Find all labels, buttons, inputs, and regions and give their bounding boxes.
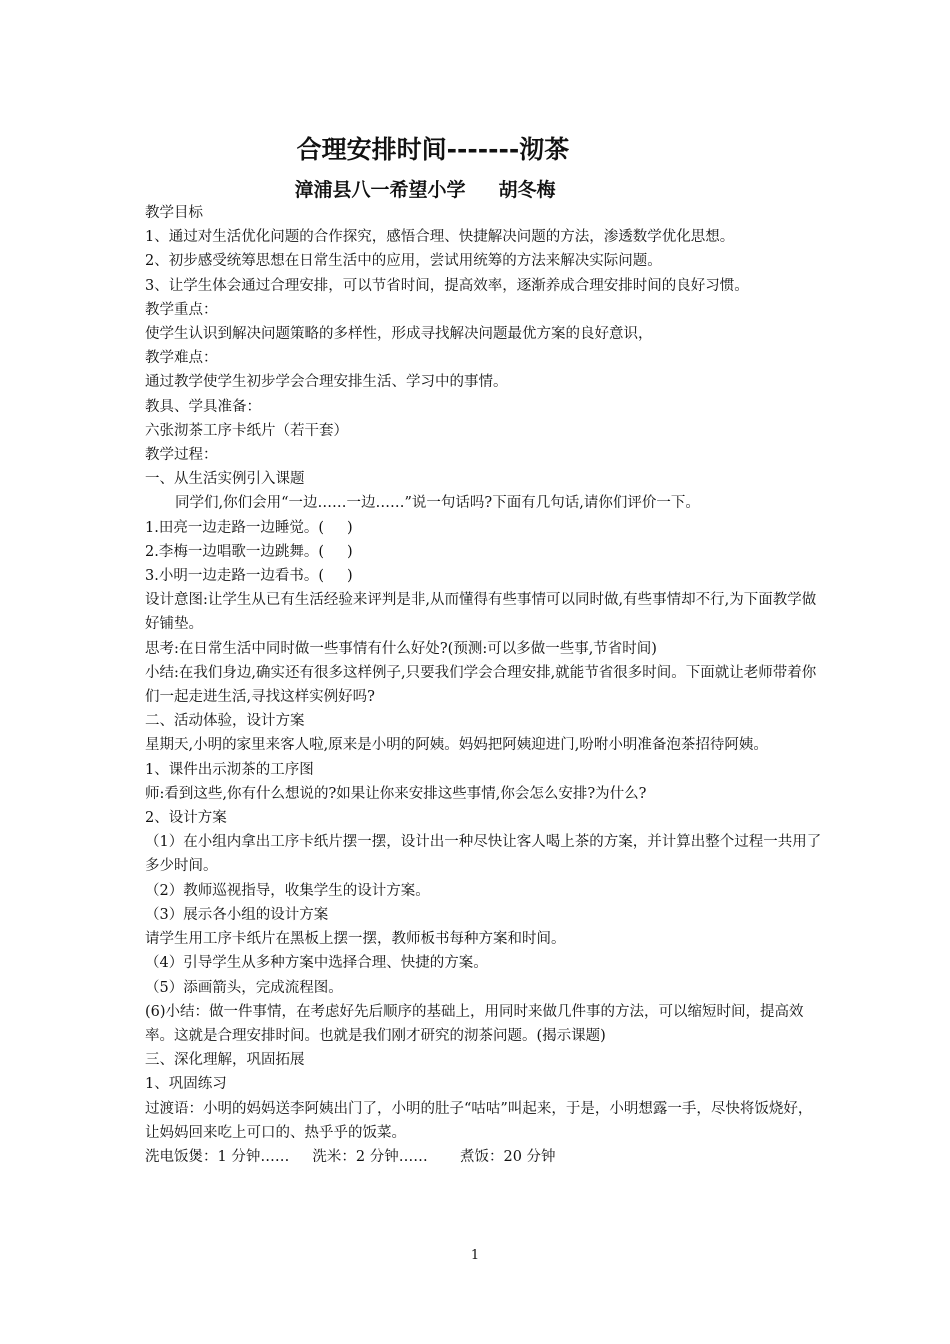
- difficulties-text: 通过教学使学生初步学会合理安排生活、学习中的事情。: [145, 374, 508, 391]
- step-2-heading: 2、设计方案: [145, 810, 227, 827]
- part-3-heading: 三、深化理解，巩固拓展: [145, 1052, 305, 1069]
- design-step-3: （3）展示各小组的设计方案: [145, 906, 329, 923]
- section-heading-materials: 教具、学具准备：: [145, 398, 261, 415]
- part-2-heading: 二、活动体验，设计方案: [145, 713, 305, 730]
- sentence-3: 3.小明一边走路一边看书。( ): [145, 568, 353, 585]
- document-body: [145, 201, 823, 1169]
- key-points-text: 使学生认识到解决问题策略的多样性，形成寻找解决问题最优方案的良好意识，: [145, 326, 653, 343]
- sentence-1: 1.田亮一边走路一边睡觉。( ): [145, 519, 353, 536]
- transition-text: 过渡语：小明的妈妈送李阿姨出门了，小明的肚子“咕咕”叫起来，于是，小明想露一手，尽快将饭烧好，让妈妈回来吃上可口的、热乎乎的饭菜。: [145, 1100, 813, 1141]
- design-step-3-detail: 请学生用工序卡纸片在黑板上摆一摆，教师板书每种方案和时间。: [145, 931, 566, 948]
- document-title: 合理安排时间-------沏茶: [296, 135, 570, 164]
- objective-1: 1、通过对生活优化问题的合作探究，感悟合理、快捷解决问题的方法，渗透数学优化思想。: [145, 229, 735, 246]
- sentence-2: 2.李梅一边唱歌一边跳舞。( ): [145, 543, 353, 560]
- part-1-heading: 一、从生活实例引入课题: [145, 471, 305, 488]
- part-2-story: 星期天,小明的家里来客人啦,原来是小明的阿姨。妈妈把阿姨迎进门,吩咐小明准备泡茶招待阿姨。: [145, 737, 768, 754]
- step-1-heading: 1、课件出示沏茶的工序图: [145, 761, 314, 778]
- design-intent: 设计意图:让学生从已有生活经验来评判是非,从而懂得有些事情可以同时做,有些事情却不行,为下面教学做好铺垫。: [145, 592, 817, 633]
- objective-3: 3、让学生体会通过合理安排，可以节省时间，提高效率，逐渐养成合理安排时间的良好习惯。: [145, 277, 749, 294]
- design-step-1: （1）在小组内拿出工序卡纸片摆一摆，设计出一种尽快让客人喝上茶的方案，并计算出整个过程一共用了多少时间。: [145, 834, 822, 875]
- section-heading-objectives: 教学目标: [145, 205, 203, 221]
- design-step-2: （2）教师巡视指导，收集学生的设计方案。: [145, 882, 430, 899]
- cooking-steps: 洗电饭煲：1 分钟…… 洗米：2 分钟…… 煮饭：20 分钟: [145, 1148, 556, 1165]
- summary-1: 小结:在我们身边,确实还有很多这样例子,只要我们学会合理安排,就能节省很多时间。下面就让老师带着你们一起走进生活,寻找这样实例好吗?: [145, 664, 817, 706]
- think-question: 思考:在日常生活中同时做一些事情有什么好处?(预测:可以多做一些事,节省时间): [145, 640, 657, 657]
- section-heading-process: 教学过程：: [145, 447, 218, 464]
- objective-2: 2、初步感受统筹思想在日常生活中的应用，尝试用统筹的方法来解决实际问题。: [145, 253, 662, 270]
- design-step-4: （4）引导学生从多种方案中选择合理、快捷的方案。: [145, 955, 488, 972]
- teacher-question: 师:看到这些,你有什么想说的?如果让你来安排这些事情,你会怎么安排?为什么?: [145, 785, 647, 802]
- page-number: 1: [470, 1248, 480, 1263]
- materials-text: 六张沏茶工序卡纸片（若干套）: [145, 422, 348, 439]
- document-subtitle: 漳浦县八一希望小学 胡冬梅: [294, 179, 556, 201]
- section-heading-difficulties: 教学难点：: [145, 350, 218, 367]
- design-step-6-summary: (6)小结：做一件事情，在考虑好先后顺序的基础上，用同时来做几件事的方法，可以缩短时间，提高效率。这就是合理安排时间。也就是我们刚才研究的沏茶问题。(揭示课题): [145, 1003, 804, 1044]
- section-heading-key-points: 教学重点：: [145, 301, 218, 318]
- part-1-intro: 同学们,你们会用“一边……一边……”说一句话吗?下面有几句话,请你们评价一下。: [175, 495, 700, 512]
- design-step-5: （5）添画箭头，完成流程图。: [145, 979, 343, 996]
- practice-heading: 1、巩固练习: [145, 1076, 227, 1093]
